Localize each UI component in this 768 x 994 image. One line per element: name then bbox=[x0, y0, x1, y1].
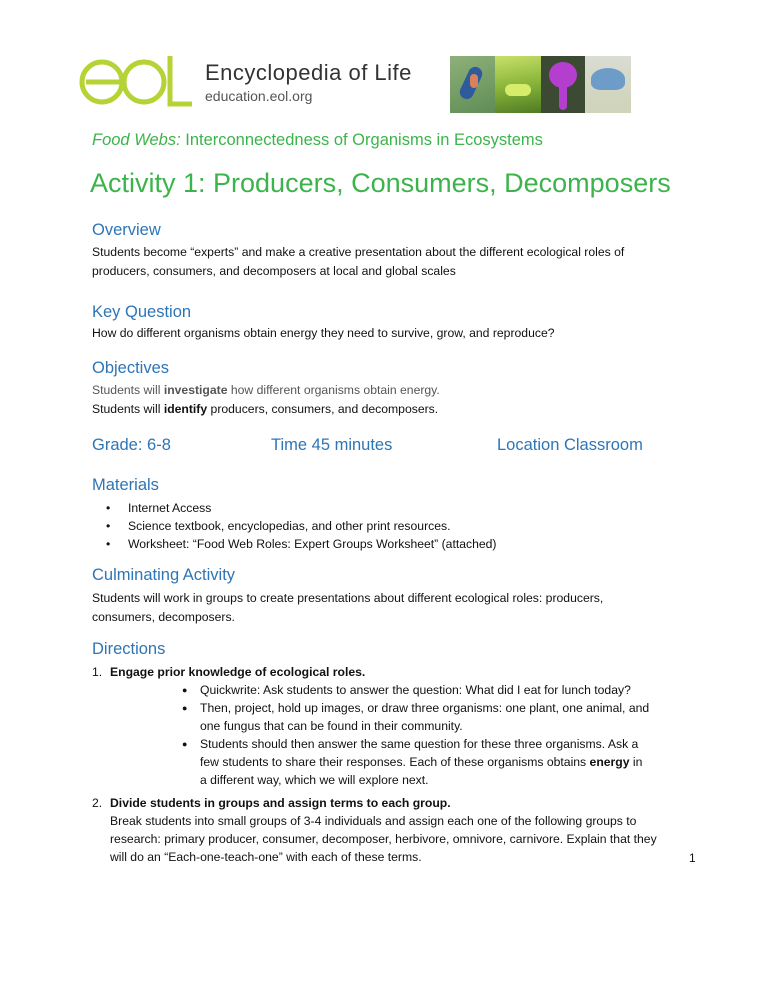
swallow-photo bbox=[450, 56, 495, 113]
overview-text: Students become “experts” and make a creative presentation about the different ecological roles of producers, consumers, and decomposers at local and global scales bbox=[92, 245, 625, 278]
key-question-text: How do different organisms obtain energy they need to survive, grow, and reproduce? bbox=[92, 326, 555, 340]
culminating-heading: Culminating Activity bbox=[92, 566, 236, 584]
man-o-war-photo bbox=[585, 56, 631, 113]
step-number: 1. bbox=[92, 665, 103, 679]
list-item: • Science textbook, encyclopedias, and other print resources. bbox=[92, 517, 497, 535]
page-title: Activity 1: Producers, Consumers, Decomposers bbox=[90, 168, 671, 198]
header-photos bbox=[450, 56, 631, 113]
location-label: Location Classroom bbox=[497, 436, 643, 454]
key-question-heading: Key Question bbox=[92, 303, 192, 321]
materials-list bbox=[92, 499, 497, 553]
step-text: Break students into small groups of 3-4 individuals and assign each one of the following groups to research: primary producer, consumer, decomposer, herbivore, omnivore, carnivore. Explain that they will do an “Each-one-teach-one” with each of these terms. bbox=[110, 814, 657, 864]
culminating-text: Students will work in groups to create presentations about different ecological roles: producers, consumers, decomposers. bbox=[92, 591, 604, 624]
page-number: 1 bbox=[689, 851, 696, 865]
directions-step bbox=[92, 794, 672, 866]
materials-heading: Materials bbox=[92, 476, 159, 494]
frog-photo bbox=[495, 56, 541, 113]
objectives-heading: Objectives bbox=[92, 359, 170, 377]
directions-step bbox=[92, 663, 682, 789]
grade-label: Grade: 6-8 bbox=[92, 436, 171, 454]
objective-item: Students will investigate how different organisms obtain energy. bbox=[92, 383, 440, 397]
overview-heading: Overview bbox=[92, 221, 161, 239]
step-title: Divide students in groups and assign terms to each group. bbox=[110, 796, 451, 810]
directions-heading: Directions bbox=[92, 640, 166, 658]
series-rest: Interconnectedness of Organisms in Ecosystems bbox=[180, 131, 543, 149]
list-item: • Internet Access bbox=[92, 499, 497, 517]
orchid-photo bbox=[541, 56, 585, 113]
list-item: ● Students should then answer the same question for these three organisms. Ask a few students to share their responses. Each of these organisms obtains energy in a different way, which we will explore next. bbox=[182, 735, 650, 789]
series-title bbox=[92, 131, 543, 150]
list-item: ● Quickwrite: Ask students to answer the question: What did I eat for lunch today? bbox=[182, 681, 650, 699]
list-item: • Worksheet: “Food Web Roles: Expert Groups Worksheet” (attached) bbox=[92, 535, 497, 553]
eol-logo bbox=[78, 52, 194, 108]
objective-item: Students will identify producers, consumers, and decomposers. bbox=[92, 402, 439, 416]
brand-name: Encyclopedia of Life bbox=[205, 60, 412, 85]
series-italic: Food Webs: bbox=[92, 131, 181, 149]
step-number: 2. bbox=[92, 796, 103, 810]
step-title: Engage prior knowledge of ecological roles. bbox=[110, 665, 366, 679]
brand-url: education.eol.org bbox=[205, 88, 313, 104]
time-label: Time 45 minutes bbox=[271, 436, 393, 454]
list-item: ● Then, project, hold up images, or draw three organisms: one plant, one animal, and one fungus that can be found in their community. bbox=[182, 699, 650, 735]
